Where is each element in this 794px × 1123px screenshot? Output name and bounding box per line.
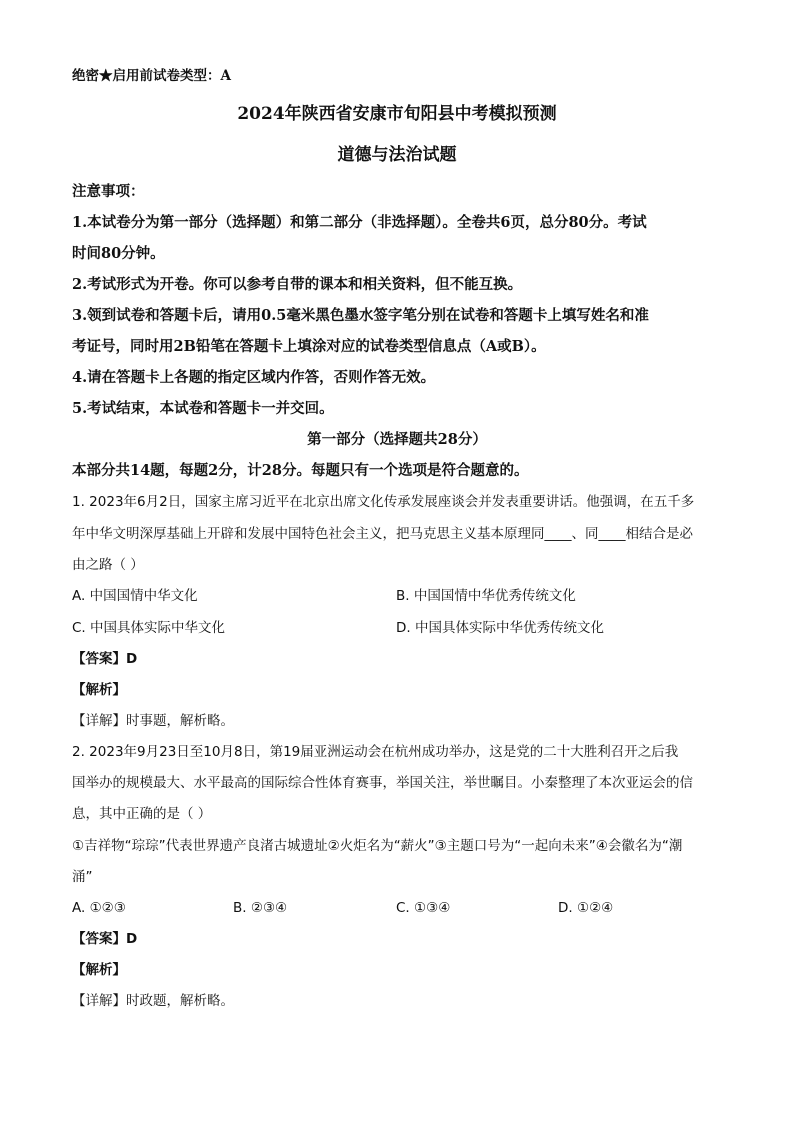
- q2-line-3: 息，其中正确的是（ ）: [72, 806, 212, 822]
- note-5: 5.考试结束，本试卷和答题卡一并交回。: [72, 400, 334, 417]
- q2-option-d: D. ①②④: [558, 900, 614, 916]
- part1-heading: 第一部分（选择题共28分）: [307, 431, 487, 448]
- exam-subtitle: 道德与法治试题: [337, 145, 457, 165]
- q1-line-1: 1. 2023年6月2日，国家主席习近平在北京出席文化传承发展座谈会并发表重要讲话。他强调，在五千多: [72, 494, 695, 510]
- q2-answer: 【答案】D: [72, 931, 138, 947]
- q2-analysis: 【解析】: [72, 962, 126, 978]
- note-1a: 1.本试卷分为第一部分（选择题）和第二部分（非选择题）。全卷共6页，总分80分。考试: [72, 214, 647, 231]
- q2-option-a: A. ①②③: [72, 900, 126, 916]
- note-2: 2.考试形式为开卷。你可以参考自带的课本和相关资料，但不能互换。: [72, 276, 523, 293]
- notes-heading: 注意事项：: [72, 183, 145, 200]
- note-4: 4.请在答题卡上各题的指定区域内作答，否则作答无效。: [72, 369, 436, 386]
- q2-detail: 【详解】时政题，解析略。: [72, 993, 234, 1009]
- q2-line-4: ①吉祥物“琮琮”代表世界遗产良渚古城遗址②火炬名为“薪火”③主题口号为“一起向未来”④会徽名为“潮: [72, 838, 683, 854]
- part1-description: 本部分共14题，每题2分，计28分。每题只有一个选项是符合题意的。: [72, 462, 529, 479]
- q1-answer: 【答案】D: [72, 651, 138, 667]
- secret-label: 绝密★启用前试卷类型：A: [72, 68, 231, 84]
- note-1b: 时间80分钟。: [72, 245, 165, 262]
- note-3b: 考证号，同时用2B铅笔在答题卡上填涂对应的试卷类型信息点（A或B）。: [72, 338, 546, 355]
- q2-line-2: 国举办的规模最大、水平最高的国际综合性体育赛事，举国关注，举世瞩目。小秦整理了本次亚运会的信: [72, 775, 693, 791]
- q1-option-a: A. 中国国情中华文化: [72, 588, 198, 604]
- q1-line-2: 年中华文明深厚基础上开辟和发展中国特色社会主义，把马克思主义基本原理同____、同____相结合是必: [72, 526, 693, 542]
- q2-line-1: 2. 2023年9月23日至10月8日，第19届亚洲运动会在杭州成功举办，这是党的二十大胜利召开之后我: [72, 744, 679, 760]
- q1-detail: 【详解】时事题，解析略。: [72, 713, 234, 729]
- note-3a: 3.领到试卷和答题卡后，请用0.5毫米黑色墨水签字笔分别在试卷和答题卡上填写姓名和准: [72, 307, 649, 324]
- q2-line-5: 涌”: [72, 869, 93, 885]
- q2-option-c: C. ①③④: [396, 900, 451, 916]
- q1-analysis: 【解析】: [72, 682, 126, 698]
- q1-option-c: C. 中国具体实际中华文化: [72, 620, 226, 636]
- q2-option-b: B. ②③④: [233, 900, 288, 916]
- exam-title: 2024年陕西省安康市旬阳县中考模拟预测: [237, 104, 557, 124]
- q1-line-3: 由之路（ ）: [72, 557, 144, 573]
- q1-option-d: D. 中国具体实际中华优秀传统文化: [396, 620, 604, 636]
- q1-option-b: B. 中国国情中华优秀传统文化: [396, 588, 576, 604]
